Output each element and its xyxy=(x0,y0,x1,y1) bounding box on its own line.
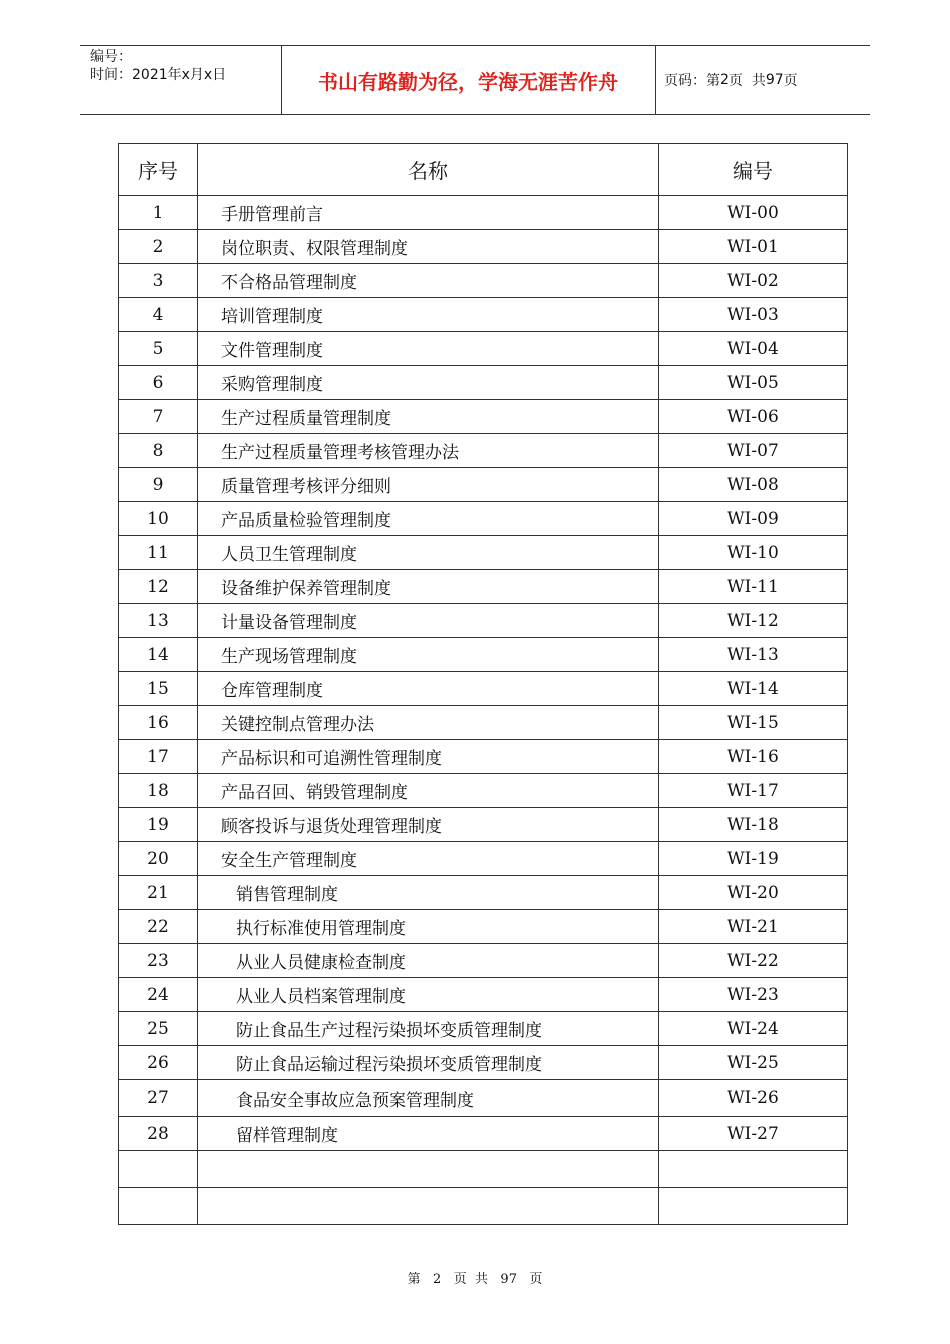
table-row xyxy=(119,842,848,876)
toc-body xyxy=(119,196,848,1225)
row-number: 5 xyxy=(119,332,198,366)
row-number: 10 xyxy=(119,502,198,536)
empty-cell xyxy=(119,1151,198,1188)
row-name: 手册管理前言 xyxy=(198,196,659,230)
row-code: WI-27 xyxy=(659,1117,848,1151)
row-name: 质量管理考核评分细则 xyxy=(198,468,659,502)
table-row-empty xyxy=(119,1188,848,1225)
row-name: 从业人员档案管理制度 xyxy=(198,978,659,1012)
row-code: WI-09 xyxy=(659,502,848,536)
row-number: 7 xyxy=(119,400,198,434)
row-code: WI-14 xyxy=(659,672,848,706)
row-code: WI-12 xyxy=(659,604,848,638)
page-prefix: 页码：第 xyxy=(664,73,720,89)
row-name: 人员卫生管理制度 xyxy=(198,536,659,570)
row-code: WI-18 xyxy=(659,808,848,842)
row-code: WI-15 xyxy=(659,706,848,740)
row-name: 关键控制点管理办法 xyxy=(198,706,659,740)
footer-suffix: 页 xyxy=(529,1272,543,1287)
row-name: 销售管理制度 xyxy=(198,876,659,910)
empty-cell xyxy=(659,1151,848,1188)
row-code: WI-10 xyxy=(659,536,848,570)
row-name: 食品安全事故应急预案管理制度 xyxy=(198,1080,659,1117)
row-number: 13 xyxy=(119,604,198,638)
toc-table xyxy=(118,143,848,1225)
row-code: WI-23 xyxy=(659,978,848,1012)
table-row xyxy=(119,298,848,332)
header-page-info xyxy=(664,46,798,114)
row-name: 生产现场管理制度 xyxy=(198,638,659,672)
table-row xyxy=(119,536,848,570)
table-row xyxy=(119,1080,848,1117)
row-code: WI-26 xyxy=(659,1080,848,1117)
row-code: WI-04 xyxy=(659,332,848,366)
col-header-code: 编号 xyxy=(659,144,848,196)
row-code: WI-11 xyxy=(659,570,848,604)
row-code: WI-05 xyxy=(659,366,848,400)
footer-total: 97 xyxy=(500,1272,517,1287)
row-code: WI-24 xyxy=(659,1012,848,1046)
row-number: 14 xyxy=(119,638,198,672)
row-number: 18 xyxy=(119,774,198,808)
doc-time-label: 时间：2021年x月x日 xyxy=(90,67,227,83)
header-motto: 书山有路勤为径，学海无涯苦作舟 xyxy=(318,69,618,94)
row-number: 27 xyxy=(119,1080,198,1117)
row-number: 16 xyxy=(119,706,198,740)
table-row xyxy=(119,332,848,366)
table-row xyxy=(119,1117,848,1151)
row-number: 6 xyxy=(119,366,198,400)
table-row xyxy=(119,740,848,774)
table-row xyxy=(119,876,848,910)
row-code: WI-00 xyxy=(659,196,848,230)
footer-mid: 页 共 xyxy=(453,1272,488,1287)
row-name: 采购管理制度 xyxy=(198,366,659,400)
row-number: 8 xyxy=(119,434,198,468)
row-name: 生产过程质量管理制度 xyxy=(198,400,659,434)
row-name: 留样管理制度 xyxy=(198,1117,659,1151)
row-code: WI-01 xyxy=(659,230,848,264)
table-row xyxy=(119,366,848,400)
table-row xyxy=(119,944,848,978)
row-code: WI-17 xyxy=(659,774,848,808)
row-number: 2 xyxy=(119,230,198,264)
table-row xyxy=(119,1046,848,1080)
page-mid: 页 共 xyxy=(728,73,766,89)
table-row xyxy=(119,978,848,1012)
table-row xyxy=(119,468,848,502)
row-number: 28 xyxy=(119,1117,198,1151)
row-number: 4 xyxy=(119,298,198,332)
row-code: WI-06 xyxy=(659,400,848,434)
row-code: WI-19 xyxy=(659,842,848,876)
page-suffix: 页 xyxy=(783,73,798,89)
table-row xyxy=(119,434,848,468)
row-code: WI-22 xyxy=(659,944,848,978)
row-name: 设备维护保养管理制度 xyxy=(198,570,659,604)
row-name: 顾客投诉与退货处理管理制度 xyxy=(198,808,659,842)
row-code: WI-13 xyxy=(659,638,848,672)
row-name: 防止食品运输过程污染损坏变质管理制度 xyxy=(198,1046,659,1080)
row-name: 产品质量检验管理制度 xyxy=(198,502,659,536)
table-row xyxy=(119,910,848,944)
row-number: 15 xyxy=(119,672,198,706)
row-code: WI-25 xyxy=(659,1046,848,1080)
row-code: WI-20 xyxy=(659,876,848,910)
row-number: 24 xyxy=(119,978,198,1012)
page-total: 97 xyxy=(765,72,784,88)
footer-current: 2 xyxy=(433,1272,442,1287)
table-row xyxy=(119,638,848,672)
table-row xyxy=(119,502,848,536)
row-number: 19 xyxy=(119,808,198,842)
row-name: 生产过程质量管理考核管理办法 xyxy=(198,434,659,468)
page-footer xyxy=(0,1268,950,1287)
col-header-number: 序号 xyxy=(119,144,198,196)
table-header-row xyxy=(119,144,848,196)
row-name: 执行标准使用管理制度 xyxy=(198,910,659,944)
doc-number-label: 编号： xyxy=(90,49,132,65)
row-code: WI-02 xyxy=(659,264,848,298)
table-row xyxy=(119,570,848,604)
table-row xyxy=(119,808,848,842)
row-number: 3 xyxy=(119,264,198,298)
row-name: 从业人员健康检查制度 xyxy=(198,944,659,978)
empty-cell xyxy=(198,1188,659,1225)
row-number: 22 xyxy=(119,910,198,944)
row-name: 培训管理制度 xyxy=(198,298,659,332)
table-row xyxy=(119,706,848,740)
footer-prefix: 第 xyxy=(407,1272,421,1287)
row-number: 26 xyxy=(119,1046,198,1080)
row-number: 25 xyxy=(119,1012,198,1046)
row-name: 仓库管理制度 xyxy=(198,672,659,706)
row-name: 不合格品管理制度 xyxy=(198,264,659,298)
row-code: WI-07 xyxy=(659,434,848,468)
row-name: 防止食品生产过程污染损坏变质管理制度 xyxy=(198,1012,659,1046)
row-number: 20 xyxy=(119,842,198,876)
col-header-name: 名称 xyxy=(198,144,659,196)
row-number: 17 xyxy=(119,740,198,774)
row-name: 文件管理制度 xyxy=(198,332,659,366)
page-header xyxy=(80,45,870,115)
row-code: WI-08 xyxy=(659,468,848,502)
table-row xyxy=(119,604,848,638)
row-name: 岗位职责、权限管理制度 xyxy=(198,230,659,264)
table-row xyxy=(119,774,848,808)
header-meta xyxy=(90,48,280,84)
row-name: 计量设备管理制度 xyxy=(198,604,659,638)
table-row xyxy=(119,196,848,230)
page-current: 2 xyxy=(720,72,729,88)
row-number: 1 xyxy=(119,196,198,230)
row-name: 产品标识和可追溯性管理制度 xyxy=(198,740,659,774)
row-code: WI-21 xyxy=(659,910,848,944)
table-row xyxy=(119,264,848,298)
header-divider xyxy=(655,46,656,114)
row-number: 23 xyxy=(119,944,198,978)
empty-cell xyxy=(198,1151,659,1188)
row-code: WI-03 xyxy=(659,298,848,332)
table-row xyxy=(119,672,848,706)
table-row xyxy=(119,230,848,264)
row-number: 9 xyxy=(119,468,198,502)
empty-cell xyxy=(119,1188,198,1225)
table-row-empty xyxy=(119,1151,848,1188)
row-number: 12 xyxy=(119,570,198,604)
table-row xyxy=(119,1012,848,1046)
row-number: 11 xyxy=(119,536,198,570)
row-name: 产品召回、销毁管理制度 xyxy=(198,774,659,808)
empty-cell xyxy=(659,1188,848,1225)
row-name: 安全生产管理制度 xyxy=(198,842,659,876)
row-number: 21 xyxy=(119,876,198,910)
table-row xyxy=(119,400,848,434)
row-code: WI-16 xyxy=(659,740,848,774)
